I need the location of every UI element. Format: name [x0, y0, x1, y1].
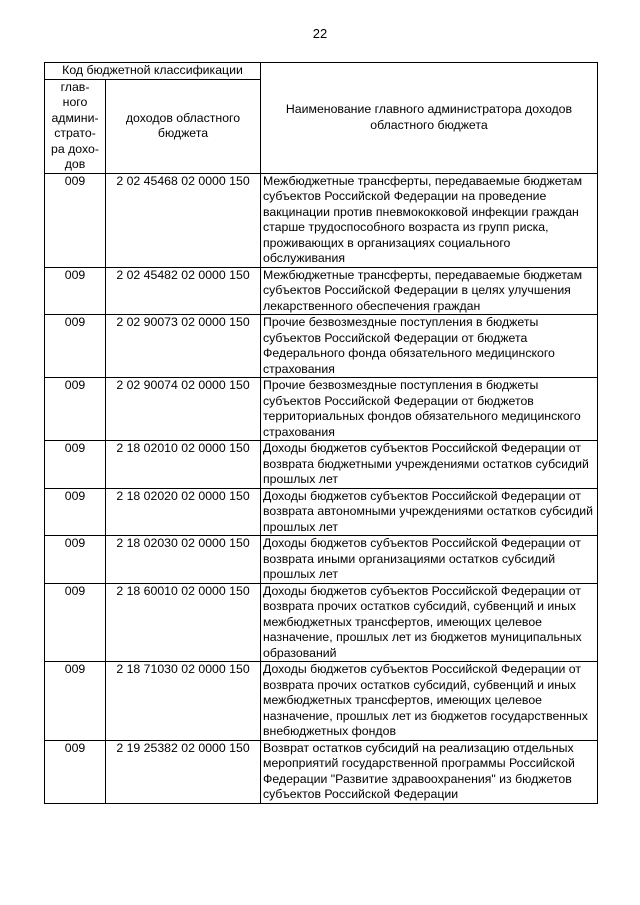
income-code-cell: 2 18 02010 02 0000 150: [106, 441, 261, 489]
page-number: 22: [312, 26, 328, 41]
table-row: [45, 441, 598, 489]
header-regional-income: доходов областного бюджета: [106, 79, 261, 173]
admin-code-cell: 009: [45, 536, 106, 584]
income-code-cell: 2 02 90074 02 0000 150: [106, 378, 261, 441]
income-name-cell: Межбюджетные трансферты, передаваемые бюджетам субъектов Российской Федерации на проведение вакцинации против пневмококковой инфекции граждан старше трудоспособного возраста из групп риска, проживающих в организациях социального обслуживания: [261, 173, 598, 267]
admin-code-cell: 009: [45, 441, 106, 489]
admin-code-cell: 009: [45, 315, 106, 378]
admin-code-cell: 009: [45, 740, 106, 803]
table-row: [45, 315, 598, 378]
table-row: [45, 378, 598, 441]
income-code-cell: 2 19 25382 02 0000 150: [106, 740, 261, 803]
budget-classification-table: [44, 62, 598, 804]
income-name-cell: Доходы бюджетов субъектов Российской Федерации от возврата бюджетными учреждениями остатков субсидий прошлых лет: [261, 441, 598, 489]
table-row: [45, 536, 598, 584]
table-row: [45, 488, 598, 536]
admin-code-cell: 009: [45, 378, 106, 441]
header-admin-line: ного: [62, 95, 88, 109]
admin-code-cell: 009: [45, 488, 106, 536]
header-admin-line: ра дохо-: [51, 141, 99, 156]
income-code-cell: 2 18 71030 02 0000 150: [106, 662, 261, 741]
income-code-cell: 2 02 45468 02 0000 150: [106, 173, 261, 267]
admin-code-cell: 009: [45, 583, 106, 662]
table-row: [45, 583, 598, 662]
table-row: [45, 662, 598, 741]
header-classification-code: Код бюджетной классификации: [45, 63, 261, 80]
header-administrator-name: Наименование главного администратора доходов областного бюджета: [261, 63, 598, 174]
income-name-cell: Прочие безвозмездные поступления в бюджеты субъектов Российской Федерации от бюджета Федерального фонда обязательного медицинского страхования: [261, 315, 598, 378]
header-admin-line: дов: [64, 157, 86, 171]
table-row: [45, 740, 598, 803]
admin-code-cell: 009: [45, 267, 106, 315]
admin-code-cell: 009: [45, 662, 106, 741]
income-name-cell: Доходы бюджетов субъектов Российской Федерации от возврата прочих остатков субсидий, субвенций и иных межбюджетных трансфертов, имеющих целевое назначение, прошлых лет из бюджетов государственных внебюджетных фондов: [261, 662, 598, 741]
income-name-cell: Доходы бюджетов субъектов Российской Федерации от возврата автономными учреждениями остатков субсидий прошлых лет: [261, 488, 598, 536]
header-admin-line: админи-: [51, 110, 99, 125]
income-code-cell: 2 18 02020 02 0000 150: [106, 488, 261, 536]
income-name-cell: Доходы бюджетов субъектов Российской Федерации от возврата иными организациями остатков субсидий прошлых лет: [261, 536, 598, 584]
income-code-cell: 2 18 02030 02 0000 150: [106, 536, 261, 584]
income-code-cell: 2 02 45482 02 0000 150: [106, 267, 261, 315]
income-name-cell: Доходы бюджетов субъектов Российской Федерации от возврата прочих остатков субсидий, субвенций и иных межбюджетных трансфертов, имеющих целевое назначение, прошлых лет из бюджетов муниципальных образований: [261, 583, 598, 662]
table-row: [45, 267, 598, 315]
header-admin-line: страто-: [54, 126, 96, 140]
table-row: [45, 173, 598, 267]
header-chief-administrator: [45, 79, 106, 173]
income-code-cell: 2 02 90073 02 0000 150: [106, 315, 261, 378]
header-admin-line: глав-: [60, 79, 90, 94]
table-header-row: [45, 63, 598, 80]
income-name-cell: Прочие безвозмездные поступления в бюджеты субъектов Российской Федерации от бюджетов территориальных фондов обязательного медицинского страхования: [261, 378, 598, 441]
income-name-cell: Возврат остатков субсидий на реализацию отдельных мероприятий государственной программы Российской Федерации "Развитие здравоохранения" из бюджетов субъектов Российской Федерации: [261, 740, 598, 803]
income-code-cell: 2 18 60010 02 0000 150: [106, 583, 261, 662]
admin-code-cell: 009: [45, 173, 106, 267]
income-name-cell: Межбюджетные трансферты, передаваемые бюджетам субъектов Российской Федерации в целях улучшения лекарственного обеспечения граждан: [261, 267, 598, 315]
